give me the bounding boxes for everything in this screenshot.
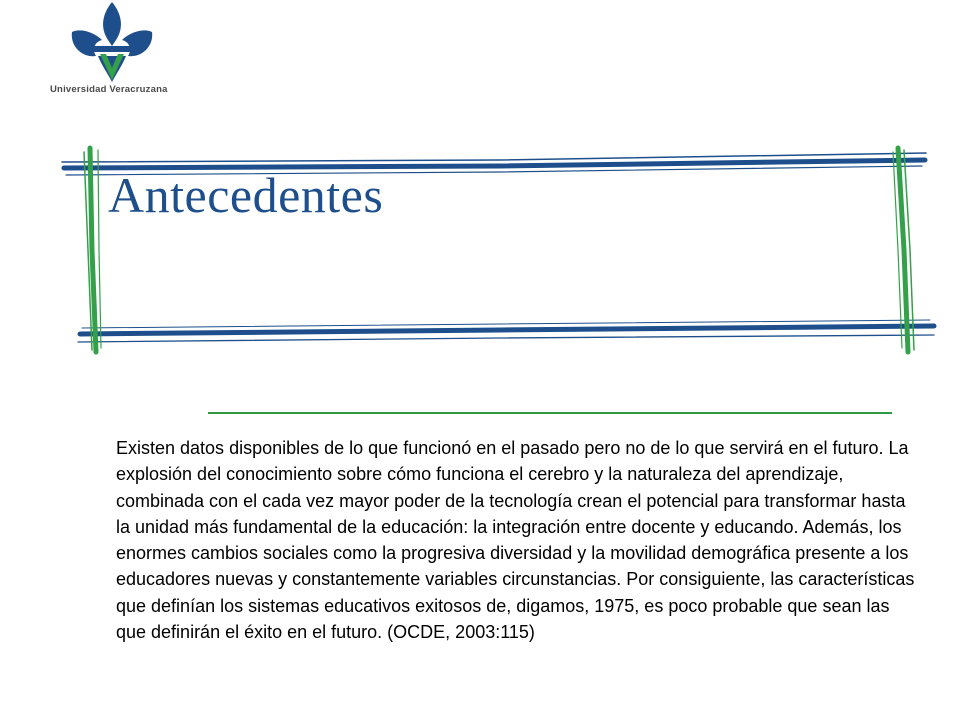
frame-right-line xyxy=(898,148,908,352)
body-paragraph: Existen datos disponibles de lo que funcionó en el pasado pero no de lo que servirá en el futuro. La explosión del conocimiento sobre cómo funciona el cerebro y la naturaleza del aprendizaje, combinada con el cada vez mayor poder de la tecnología crean el potencial para transformar hasta la unidad más fundamental de la educación: la integración entre docente y educando. Además, los enormes cambios sociales como la progresiva diversidad y la movilidad demográfica presente a los educadores nuevas y constantemente variables circunstancias. Por consiguiente, las características que definían los sistemas educativos exitosos de, digamos, 1975, es poco probable que sean las que definirán el éxito en el futuro. (OCDE, 2003:115) xyxy=(116,438,915,643)
slide-title: Antecedentes xyxy=(108,167,384,223)
frame-bottom-line-thin xyxy=(78,335,934,342)
logo-wordmark: Universidad Veracruzana xyxy=(50,84,168,95)
section-divider xyxy=(208,412,892,414)
frame-left-line-thin2 xyxy=(98,150,101,348)
